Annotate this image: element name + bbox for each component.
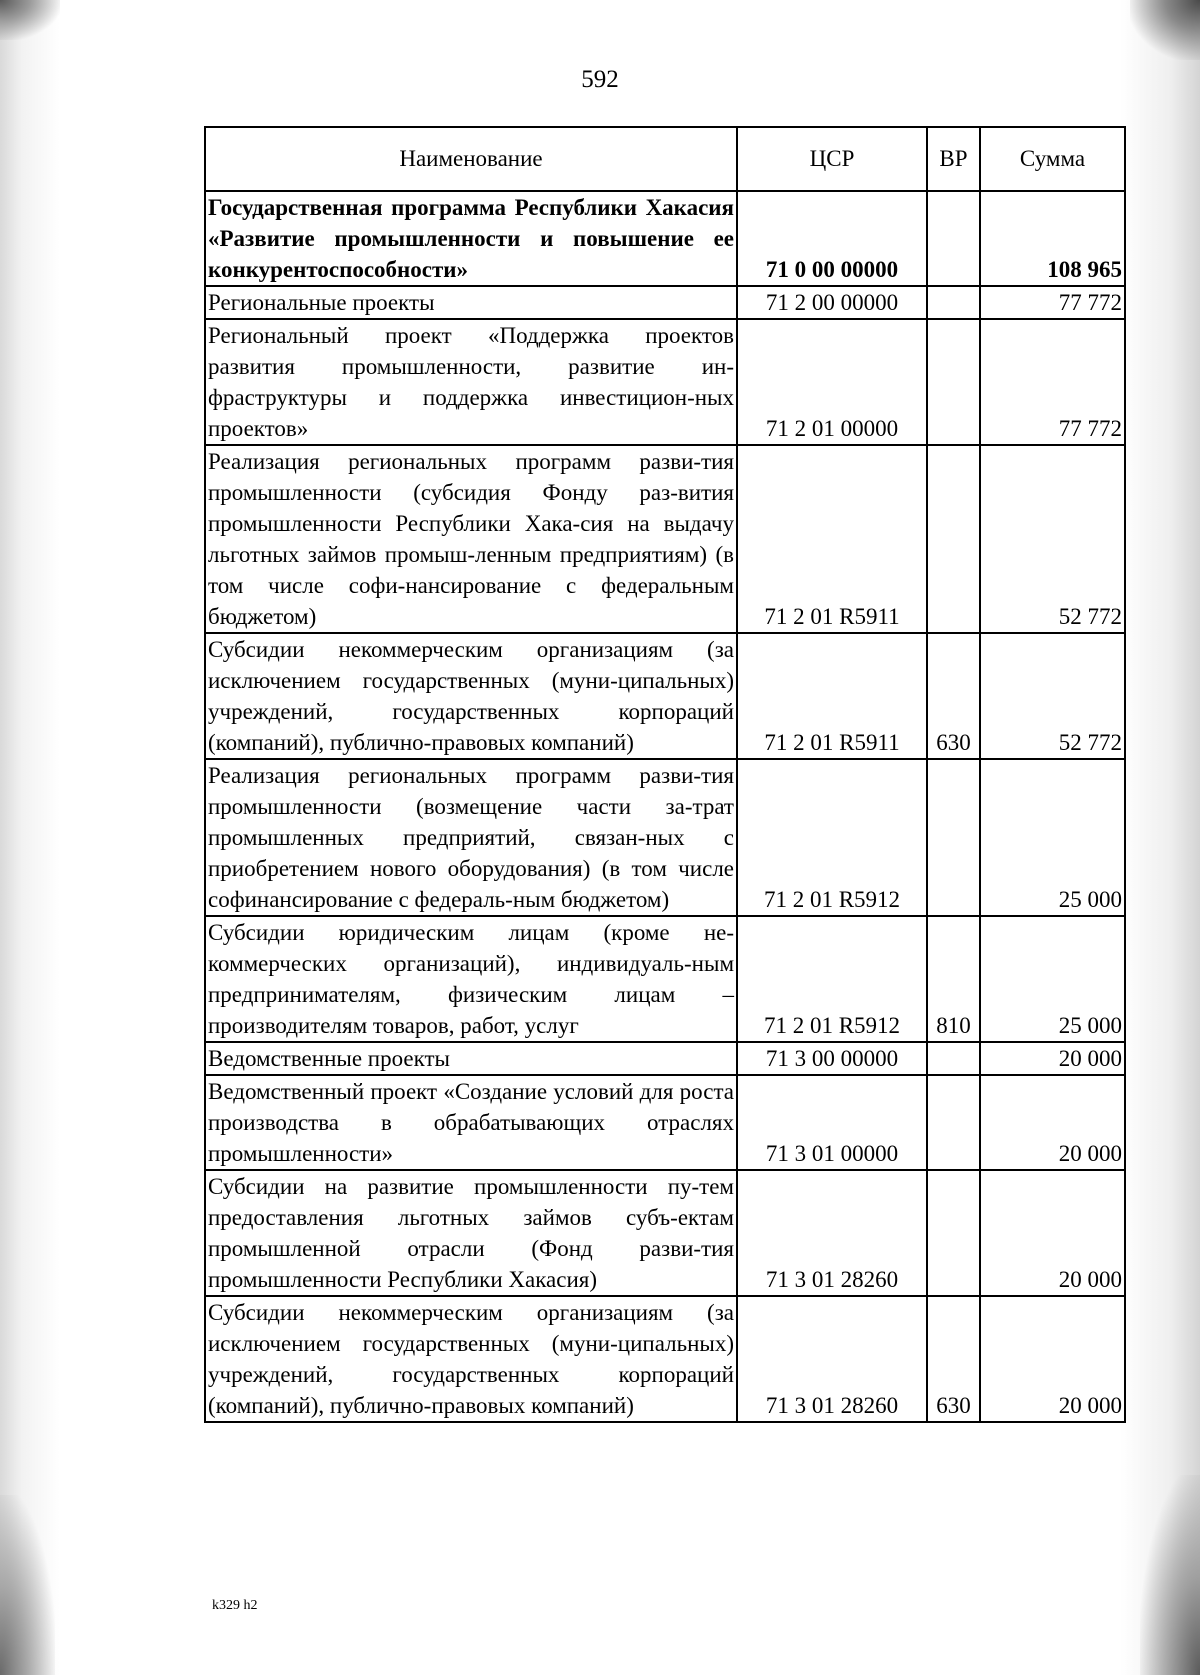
row-vr: 630 — [927, 1296, 980, 1422]
row-vr — [927, 319, 980, 445]
row-name: Ведомственные проекты — [205, 1042, 737, 1075]
row-sum: 77 772 — [980, 319, 1125, 445]
table-header-row — [205, 127, 1125, 191]
row-name: Региональный проект «Поддержка проектов развития промышленности, развитие ин-фраструктуры и поддержка инвестицион-ных проектов» — [205, 319, 737, 445]
row-csr: 71 2 01 R5912 — [737, 916, 927, 1042]
row-vr — [927, 1075, 980, 1170]
row-vr — [927, 286, 980, 319]
table-row-program — [205, 191, 1125, 286]
table-row — [205, 759, 1125, 916]
row-vr — [927, 1170, 980, 1296]
scan-corner-top-right — [1130, 0, 1200, 60]
table-row — [205, 633, 1125, 759]
table-row — [205, 1075, 1125, 1170]
table-row — [205, 286, 1125, 319]
scan-corner-bottom-right — [1140, 1475, 1200, 1675]
scan-shadow-left — [0, 0, 70, 1675]
row-name: Региональные проекты — [205, 286, 737, 319]
row-name: Реализация региональных программ разви-тия промышленности (возмещение части за-трат промышленных предприятий, связан-ных с приобретением нового оборудования) (в том числе софинансирование с федераль-ным бюджетом) — [205, 759, 737, 916]
row-sum: 52 772 — [980, 633, 1125, 759]
row-csr: 71 3 01 28260 — [737, 1170, 927, 1296]
row-name: Субсидии юридическим лицам (кроме не-коммерческих организаций), индивидуаль-ным предпринимателям, физическим лицам – производителям товаров, работ, услуг — [205, 916, 737, 1042]
table-row — [205, 319, 1125, 445]
header-csr: ЦСР — [737, 127, 927, 191]
table-row — [205, 1296, 1125, 1422]
row-sum: 20 000 — [980, 1296, 1125, 1422]
row-csr: 71 3 01 28260 — [737, 1296, 927, 1422]
row-sum: 20 000 — [980, 1170, 1125, 1296]
row-name: Субсидии на развитие промышленности пу-тем предоставления льготных займов субъ-ектам промышленной отрасли (Фонд разви-тия промышленности Республики Хакасия) — [205, 1170, 737, 1296]
scan-corner-bottom-left — [0, 1495, 55, 1675]
row-vr: 630 — [927, 633, 980, 759]
row-sum: 77 772 — [980, 286, 1125, 319]
table-row — [205, 1170, 1125, 1296]
row-sum: 20 000 — [980, 1075, 1125, 1170]
row-csr: 71 2 01 R5912 — [737, 759, 927, 916]
row-sum: 25 000 — [980, 916, 1125, 1042]
row-sum: 25 000 — [980, 759, 1125, 916]
row-csr: 71 0 00 00000 — [737, 191, 927, 286]
budget-table — [204, 126, 1126, 1423]
row-csr: 71 2 01 00000 — [737, 319, 927, 445]
row-csr: 71 2 00 00000 — [737, 286, 927, 319]
row-name: Реализация региональных программ разви-тия промышленности (субсидия Фонду раз-вития промышленности Республики Хака-сия на выдачу льготных займов промыш-ленным предприятиям) (в том числе софи-нансирование с федеральным бюджетом) — [205, 445, 737, 633]
row-sum: 20 000 — [980, 1042, 1125, 1075]
table-row — [205, 445, 1125, 633]
row-sum: 52 772 — [980, 445, 1125, 633]
row-vr — [927, 445, 980, 633]
header-name: Наименование — [205, 127, 737, 191]
table-row — [205, 916, 1125, 1042]
page-number: 592 — [581, 66, 619, 93]
row-csr: 71 3 00 00000 — [737, 1042, 927, 1075]
row-name: Государственная программа Республики Хакасия «Развитие промышленности и повышение ее конкурентоспособности» — [205, 191, 737, 286]
row-sum: 108 965 — [980, 191, 1125, 286]
row-csr: 71 3 01 00000 — [737, 1075, 927, 1170]
header-sum: Сумма — [980, 127, 1125, 191]
scan-corner-top-left — [0, 0, 60, 40]
table-row — [205, 1042, 1125, 1075]
row-csr: 71 2 01 R5911 — [737, 633, 927, 759]
row-name: Субсидии некоммерческим организациям (за исключением государственных (муни-ципальных) учреждений, государственных корпораций (компаний), публично-правовых компаний) — [205, 1296, 737, 1422]
row-vr — [927, 759, 980, 916]
header-vr: ВР — [927, 127, 980, 191]
row-vr: 810 — [927, 916, 980, 1042]
row-vr — [927, 191, 980, 286]
footer-code: k329 h2 — [212, 1598, 258, 1613]
row-csr: 71 2 01 R5911 — [737, 445, 927, 633]
row-name: Субсидии некоммерческим организациям (за исключением государственных (муни-ципальных) учреждений, государственных корпораций (компаний), публично-правовых компаний) — [205, 633, 737, 759]
row-vr — [927, 1042, 980, 1075]
row-name: Ведомственный проект «Создание условий для роста производства в обрабатывающих отраслях промышленности» — [205, 1075, 737, 1170]
